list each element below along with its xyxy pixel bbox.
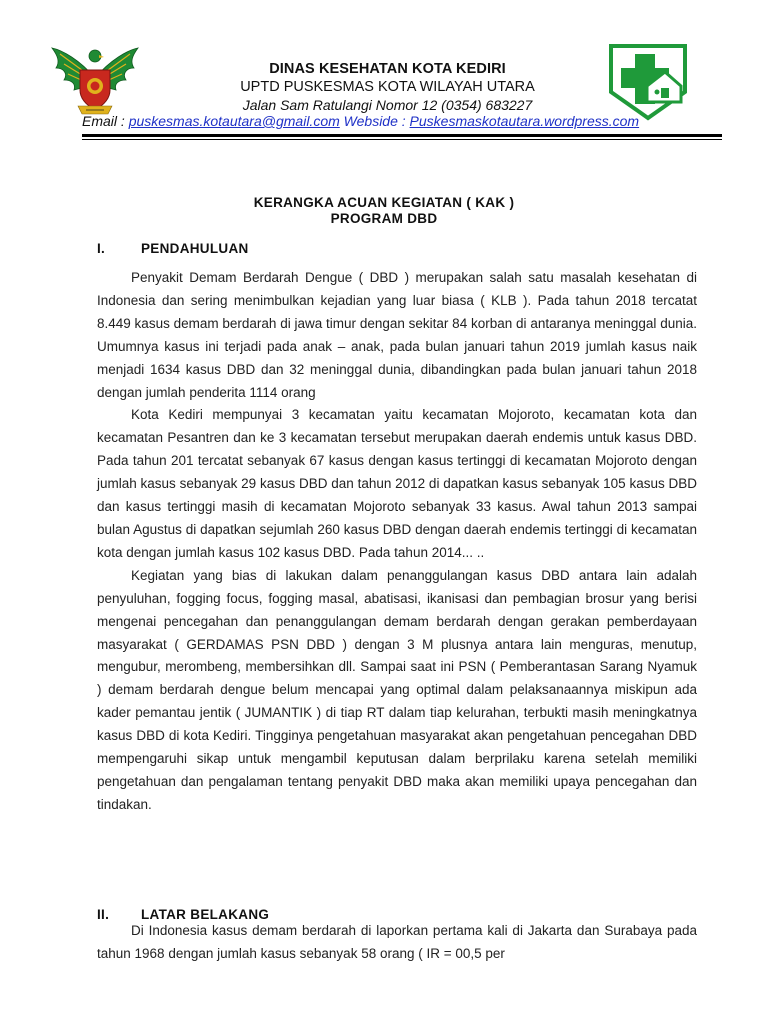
doc-subtitle: PROGRAM DBD [330,211,438,226]
unit-name: UPTD PUSKESMAS KOTA WILAYAH UTARA [240,79,535,95]
paragraph: Kegiatan yang bias di lakukan dalam penanggulangan kasus DBD antara lain adalah penyuluhan, fogging focus, fogging masal, abatisasi, ikanisasi dan pembagian brosur yang berisi mengenai pencegahan dan penanggulangan demam berdarah dengan gerakan pemberdayaan masyarakat ( GERDAMAS PSN DBD ) dengan 3 M plusnya antara lain menguras, menutup, mengubur, merombeng, membersihkan dll. Sampai saat ini PSN ( Pemberantasan Sarang Nyamuk ) demam berdarah dengue belum mencapai yang optimal dalam pelaksanaannya miskipun ada kader pemantau jentik ( JUMANTIK ) di tiap RT dalam tiap kelurahan, terbukti masih meningkatnya kasus DBD di kota Kediri. Tingginya pengetahuan masyarakat akan pengetahuan pencegahan DBD mempengaruhi sikap untuk mengambil keputusan dalam berprilaku karena setelah memiliki pengetahuan dan pengalaman tentang penyakit DBD maka akan memiliki upaya pencegahan dan tindakan. [97,567,697,812]
email-label: Email : [82,113,129,129]
agency-name: DINAS KESEHATAN KOTA KEDIRI [269,61,506,77]
section-title: LATAR BELAKANG [141,907,270,922]
address-line: Jalan Sam Ratulangi Nomor 12 (0354) 683227 [242,97,533,113]
garuda-emblem-icon [50,40,140,118]
section-body-pendahuluan [97,267,697,817]
paragraph: Di Indonesia kasus demam berdarah di laporkan pertama kali di Jakarta dan Surabaya pada tahun 1968 dengan jumlah kasus sebanyak 58 orang ( IR = 00,5 per [97,923,697,961]
section-number: I. [97,241,106,256]
section-heading-pendahuluan [97,241,249,256]
header-rule-thick [82,134,722,137]
paragraph: Kota Kediri mempunyai 3 kecamatan yaitu kecamatan Mojoroto, kecamatan kota dan kecamatan Pesantren dan ke 3 kecamatan tersebut merupakan daerah endemis untuk kasus DBD. Pada tahun 201 tercatat sebanyak 67 kasus dengan kasus tertinggi di kecamatan Mojoroto dengan jumlah kasus sebanyak 29 kasus DBD dan tahun 2012 di dapatkan kasus sebanyak 105 kasus DBD dan kasus tertinggi masih di kecamatan Mojoroto sebanyak 33 kasus. Awal tahun 2013 sampai bulan Agustus di dapatkan sejumlah 260 kasus DBD dengan daerah endemis tertinggi di kecamatan kota dengan jumlah kasus 102 kasus DBD. Pada tahun 2014... .. [97,407,697,560]
email-link[interactable]: puskesmas.kotautara@gmail.com [128,113,340,129]
website-link[interactable]: Puskesmaskotautara.wordpress.com [409,113,640,129]
header-rule-thin [82,139,722,140]
website-label: Webside : [339,113,410,129]
doc-title: KERANGKA ACUAN KEGIATAN ( KAK ) [253,195,515,210]
section-title: PENDAHULUAN [141,241,249,256]
section-number: II. [97,907,110,922]
paragraph: Penyakit Demam Berdarah Dengue ( DBD ) merupakan salah satu masalah kesehatan di Indonesia dan sering menimbulkan kejadian yang luar biasa ( KLB ). Pada tahun 2018 tercatat 8.449 kasus demam berdarah di jawa timur dengan sekitar 84 korban di antaranya meninggal dunia. Umumnya kasus ini terjadi pada anak – anak, pada bulan januari tahun 2019 jumlah kasus naik menjadi 1634 kasus DBD dan 32 meninggal dunia, dibandingkan pada bulan januari tahun 2018 dengan jumlah penderita 1114 orang [97,270,697,400]
letterhead [215,60,560,114]
puskesmas-logo-icon [607,42,689,122]
section-body-latar-belakang [97,920,697,965]
